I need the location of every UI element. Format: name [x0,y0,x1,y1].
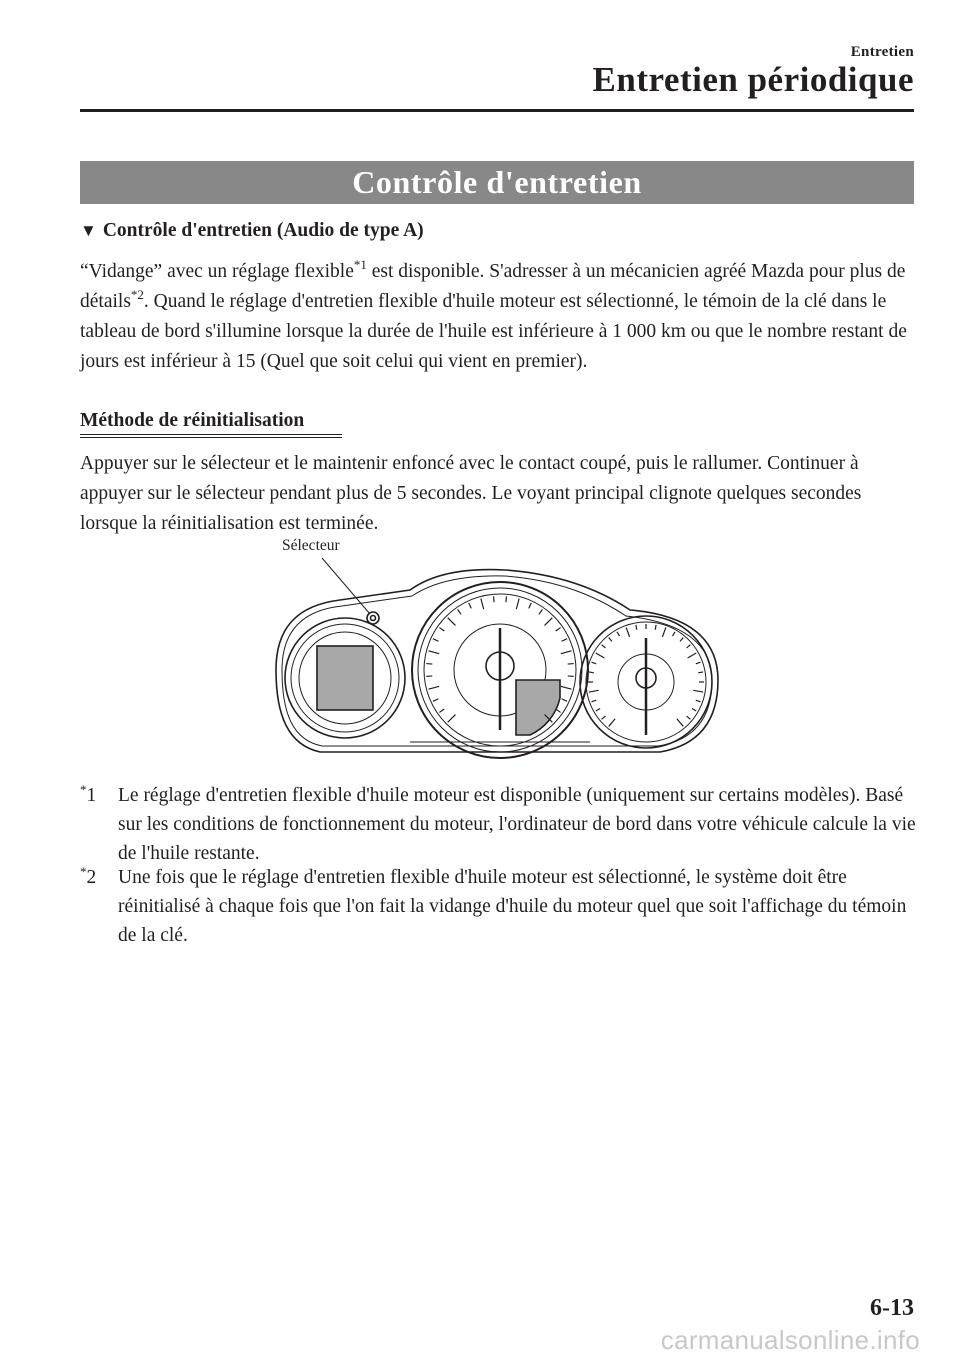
footnote-ref-2: *2 [130,287,144,302]
gauge-tick [636,625,637,630]
gauge-tick [602,645,606,648]
footnote-2 [80,863,925,950]
page-number: 6-13 [870,1295,914,1321]
gauge-tick [545,618,553,626]
gauge-tick [426,664,432,665]
gauge-tick [696,662,701,664]
intro-text-2: est disponible. S'adresser à un mécanicien agréé Mazda pour plus de détails [80,261,906,312]
gauge-tick [433,699,438,702]
gauge-tick [429,651,440,654]
footnote-text: Une fois que le réglage d'entretien flexible d'huile moteur est sélectionné, le système doit être réinitialisé à chaque fois que l'on fait la vidange d'huile du moteur quel que soit l'affichage du témoin de la clé. [118,867,907,946]
method-underline-2 [80,437,342,438]
gauge-tick [596,653,605,658]
gauge-tick [693,690,703,692]
gauge-tick [426,676,432,677]
section-title: Entretien périodique [592,60,914,99]
gauge-tick [589,672,594,673]
gauge-tick [448,715,456,723]
gauge-tick [609,719,615,727]
gauge-tick [539,609,542,614]
gauge-tick [626,627,629,636]
gauge-tick [680,638,683,642]
chapter-title: Entretien [850,44,914,60]
gauge-tick [591,700,596,702]
footnote-asterisk: * [80,864,87,879]
triangle-down-icon: ▼ [80,221,97,240]
instrument-cluster-illustration [260,530,730,770]
footnote-ref-1: *1 [353,257,367,272]
gauge-tick [609,638,612,642]
gauge-tick [439,709,444,712]
gauge-tick [655,625,656,630]
banner-title: Contrôle d'entretien [352,164,642,200]
gauge-tick [568,676,574,677]
gauge-tick [448,618,456,626]
subheading-text: Contrôle d'entretien (Audio de type A) [102,220,424,241]
method-title: Méthode de réinitialisation [80,410,305,431]
gauge-tick [529,603,532,608]
gauge-tick [469,603,472,608]
intro-text-3: . Quand le réglage d'entretien flexible d'huile moteur est sélectionné, le témoin de la clé dans le tableau de bord s'illumine lorsque la durée de l'huile est inférieure à 1 000 km ou que le nombre restant de jours est inférieur à 15 (Quel que soit celui qui vient en premier). [80,291,907,372]
method-paragraph: Appuyer sur le sélecteur et le maintenir enfoncé avec le contact coupé, puis le rallumer. Continuer à appuyer sur le sélecteur pendant plus de 5 secondes. Le voyant principal clignote quelques secondes lorsque la réinitialisation est terminée. [80,453,862,534]
gauge-tick [562,699,567,702]
gauge-tick [494,596,495,602]
footnote-text: Le réglage d'entretien flexible d'huile moteur est disponible (uniquement sur certains modèles). Basé sur les conditions de fonctionnement du moteur, l'ordinateur de bord dans votre véhicule calcule la vie de l'huile restante. [118,785,916,864]
gauge-tick [561,651,572,654]
gauge-tick [673,632,676,636]
footnote-number: 2 [86,867,97,888]
gauge-tick [602,716,606,719]
topic-banner [80,161,914,204]
gauge-tick [481,599,484,610]
intro-text-1: “Vidange” avec un réglage flexible [80,261,354,282]
watermark: carmanualsonline.info [660,1325,920,1355]
gauge-tick [591,662,596,664]
gauge-tick [698,672,703,673]
left-gauge-display [317,646,373,710]
gauge-tick [687,645,691,648]
header-divider [80,109,914,112]
gauge-tick [617,632,620,636]
center-display [516,680,560,735]
gauge-tick [692,709,696,712]
footnote-asterisk: * [80,782,87,797]
gauge-tick [433,639,438,642]
subheading [80,220,424,242]
gauge-tick [556,628,561,631]
gauge-tick [589,690,599,692]
gauge-tick [439,628,444,631]
gauge-tick [696,700,701,702]
gauge-tick [458,609,461,614]
gauge-tick [677,719,683,727]
gauge-tick [596,709,600,712]
intro-paragraph [80,257,920,377]
selector-callout-label: Sélecteur [282,537,340,554]
footnote-number: 1 [86,785,97,806]
gauge-tick [556,709,561,712]
gauge-tick [688,653,697,658]
gauge-tick [568,664,574,665]
gauge-tick [429,686,440,689]
gauge-tick [561,686,572,689]
gauge-tick [506,596,507,602]
footnote-1 [80,781,925,868]
gauge-tick [662,627,665,636]
gauge-tick [516,599,519,610]
footnote-marker [80,863,96,892]
gauge-tick [562,639,567,642]
gauge-tick [687,716,691,719]
footnote-marker [80,781,96,810]
method-underline [80,434,342,435]
